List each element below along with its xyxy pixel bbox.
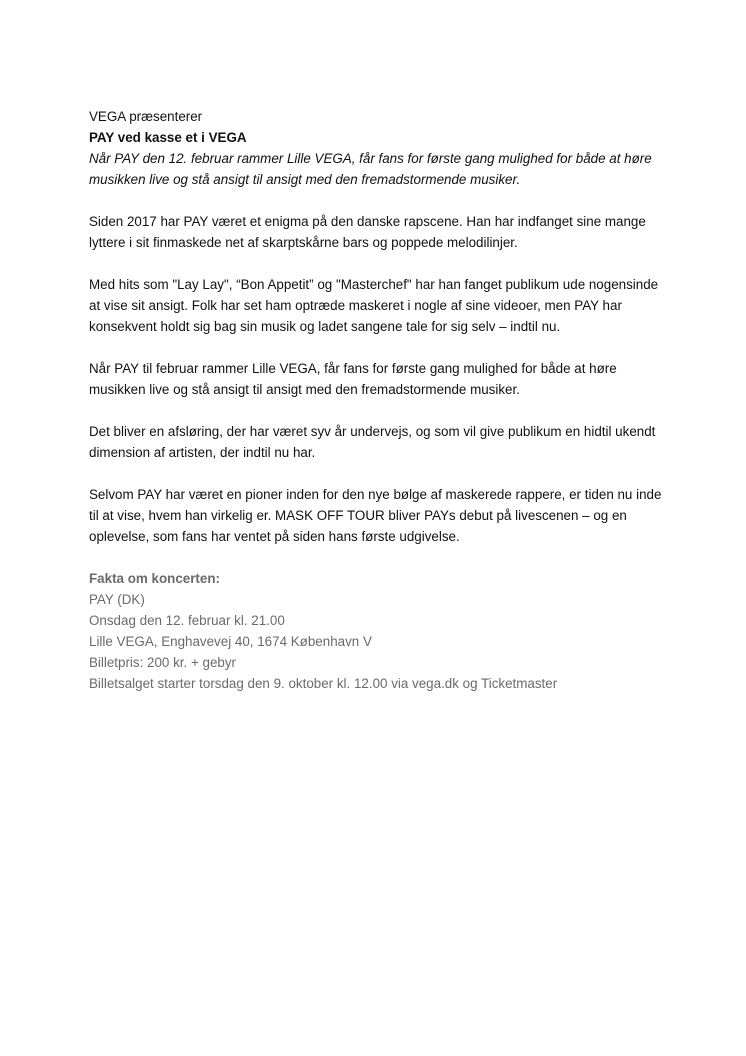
facts-title: Fakta om koncerten:: [89, 571, 220, 586]
spacer: [89, 253, 669, 274]
press-release-page: [89, 106, 669, 694]
body-paragraph-5: Selvom PAY har været en pioner inden for den nye bølge af maskerede rappere, er tiden nu inde til at vise, hvem han virkelig er. MASK OFF TOUR bliver PAYs debut på livescenen – og en oplevelse, som fans har ventet på siden hans første udgivelse.: [89, 487, 662, 544]
fact-artist: PAY (DK): [89, 592, 145, 607]
spacer: [89, 400, 669, 421]
fact-venue: Lille VEGA, Enghavevej 40, 1674 København V: [89, 634, 372, 649]
spacer: [89, 337, 669, 358]
fact-date: Onsdag den 12. februar kl. 21.00: [89, 613, 285, 628]
fact-ticket-sale: Billetsalget starter torsdag den 9. oktober kl. 12.00 via vega.dk og Ticketmaster: [89, 676, 558, 691]
spacer: [89, 190, 669, 211]
headline: PAY ved kasse et i VEGA: [89, 130, 247, 145]
spacer: [89, 547, 669, 568]
lead-paragraph: Når PAY den 12. februar rammer Lille VEGA, får fans for første gang mulighed for både at høre musikken live og stå ansigt til ansigt med den fremadstormende musiker.: [89, 151, 652, 187]
spacer: [89, 463, 669, 484]
presenter-line: VEGA præsenterer: [89, 109, 203, 124]
body-paragraph-2: Med hits som "Lay Lay", “Bon Appetit” og "Masterchef" har han fanget publikum ude nogensinde at vise sit ansigt. Folk har set ham optræde maskeret i nogle af sine videoer, men PAY har konsekvent holdt sig bag sin musik og ladet sangene tale for sig selv – indtil nu.: [89, 277, 659, 334]
body-paragraph-4: Det bliver en afsløring, der har været syv år undervejs, og som vil give publikum en hidtil ukendt dimension af artisten, der indtil nu har.: [89, 424, 656, 460]
body-paragraph-3: Når PAY til februar rammer Lille VEGA, får fans for første gang mulighed for både at høre musikken live og stå ansigt til ansigt med den fremadstormende musiker.: [89, 361, 617, 397]
facts-section: [89, 568, 669, 694]
body-paragraph-1: Siden 2017 har PAY været et enigma på den danske rapscene. Han har indfanget sine mange lyttere i sit finmaskede net af skarptskårne bars og poppede melodilinjer.: [89, 214, 646, 250]
fact-price: Billetpris: 200 kr. + gebyr: [89, 655, 236, 670]
